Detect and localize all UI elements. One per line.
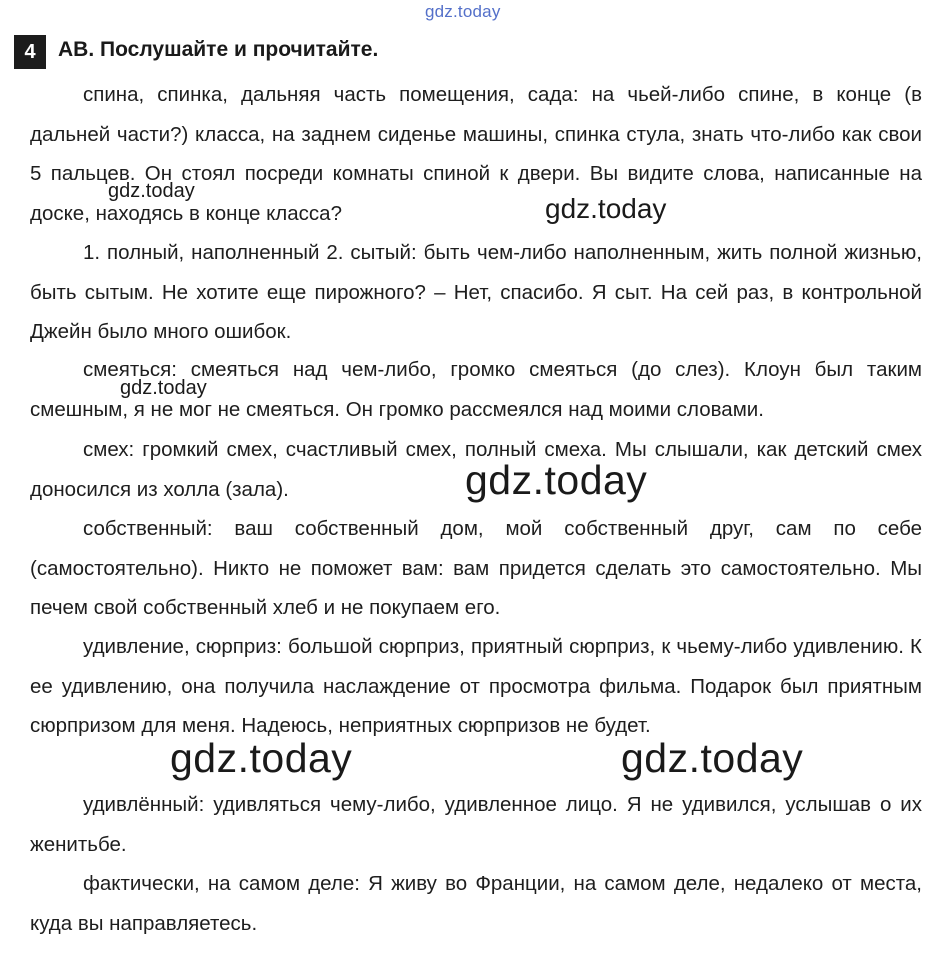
paragraph-8-text: фактически, на самом деле: Я живу во Франции, на самом деле, недалеко от места, куда вы направляетесь. (30, 872, 922, 935)
paragraph-2-text: 1. полный, наполненный 2. сытый: быть чем-либо наполненным, жить полной жизнью, быть сытым. Не хотите еще пирожного? – Нет, спасибо. Я сыт. На сей раз, в контрольной Джейн было много ошибок. (30, 241, 922, 343)
watermark-5: gdz.today (170, 735, 353, 781)
watermark-1: gdz.today (108, 180, 195, 202)
paragraph-5 (30, 509, 922, 628)
paragraph-7 (30, 785, 922, 864)
paragraph-4 (30, 430, 922, 509)
exercise-title: AB. Послушайте и прочитайте. (58, 38, 379, 61)
paragraph-2 (30, 233, 922, 352)
watermark-top: gdz.today (425, 2, 501, 21)
paragraph-8 (30, 864, 922, 943)
exercise-number-badge: 4 (14, 35, 46, 69)
paragraph-6-text: удивление, сюрприз: большой сюрприз, приятный сюрприз, к чьему-либо удивлению. К ее удивлению, она получила наслаждение от просмотра фильма. Подарок был приятным сюрпризом для меня. Надеюсь, неприятных сюрпризов не будет. (30, 635, 922, 737)
paragraph-5-text: собственный: ваш собственный дом, мой собственный друг, сам по себе (самостоятельно). Никто не поможет вам: вам придется сделать это самостоятельно. Мы печем свой собственный хлеб и не покупаем его. (30, 517, 922, 619)
watermark-2: gdz.today (545, 193, 667, 224)
paragraph-6 (30, 627, 922, 746)
paragraph-3 (30, 350, 922, 429)
watermark-4: gdz.today (465, 457, 648, 503)
paragraph-3-text: смеяться: смеяться над чем-либо, громко смеяться (до слез). Клоун был таким смешным, я не мог не смеяться. Он громко рассмеялся над моими словами. (30, 358, 922, 421)
watermark-6: gdz.today (621, 735, 804, 781)
paragraph-1 (30, 75, 922, 233)
paragraph-1-text: спина, спинка, дальняя часть помещения, сада: на чьей-либо спине, в конце (в дальней части?) класса, на заднем сиденье машины, спинка стула, знать что-либо как свои 5 пальцев. Он стоял посреди комнаты спиной к двери. Вы видите слова, написанные на доске, находясь в конце класса? (30, 83, 922, 225)
paragraph-4-text: смех: громкий смех, счастливый смех, полный смеха. Мы слышали, как детский смех доносился из холла (зала). (30, 438, 922, 501)
watermark-3: gdz.today (120, 377, 207, 399)
paragraph-7-text: удивлённый: удивляться чему-либо, удивленное лицо. Я не удивился, услышав о их женитьбе. (30, 793, 922, 856)
